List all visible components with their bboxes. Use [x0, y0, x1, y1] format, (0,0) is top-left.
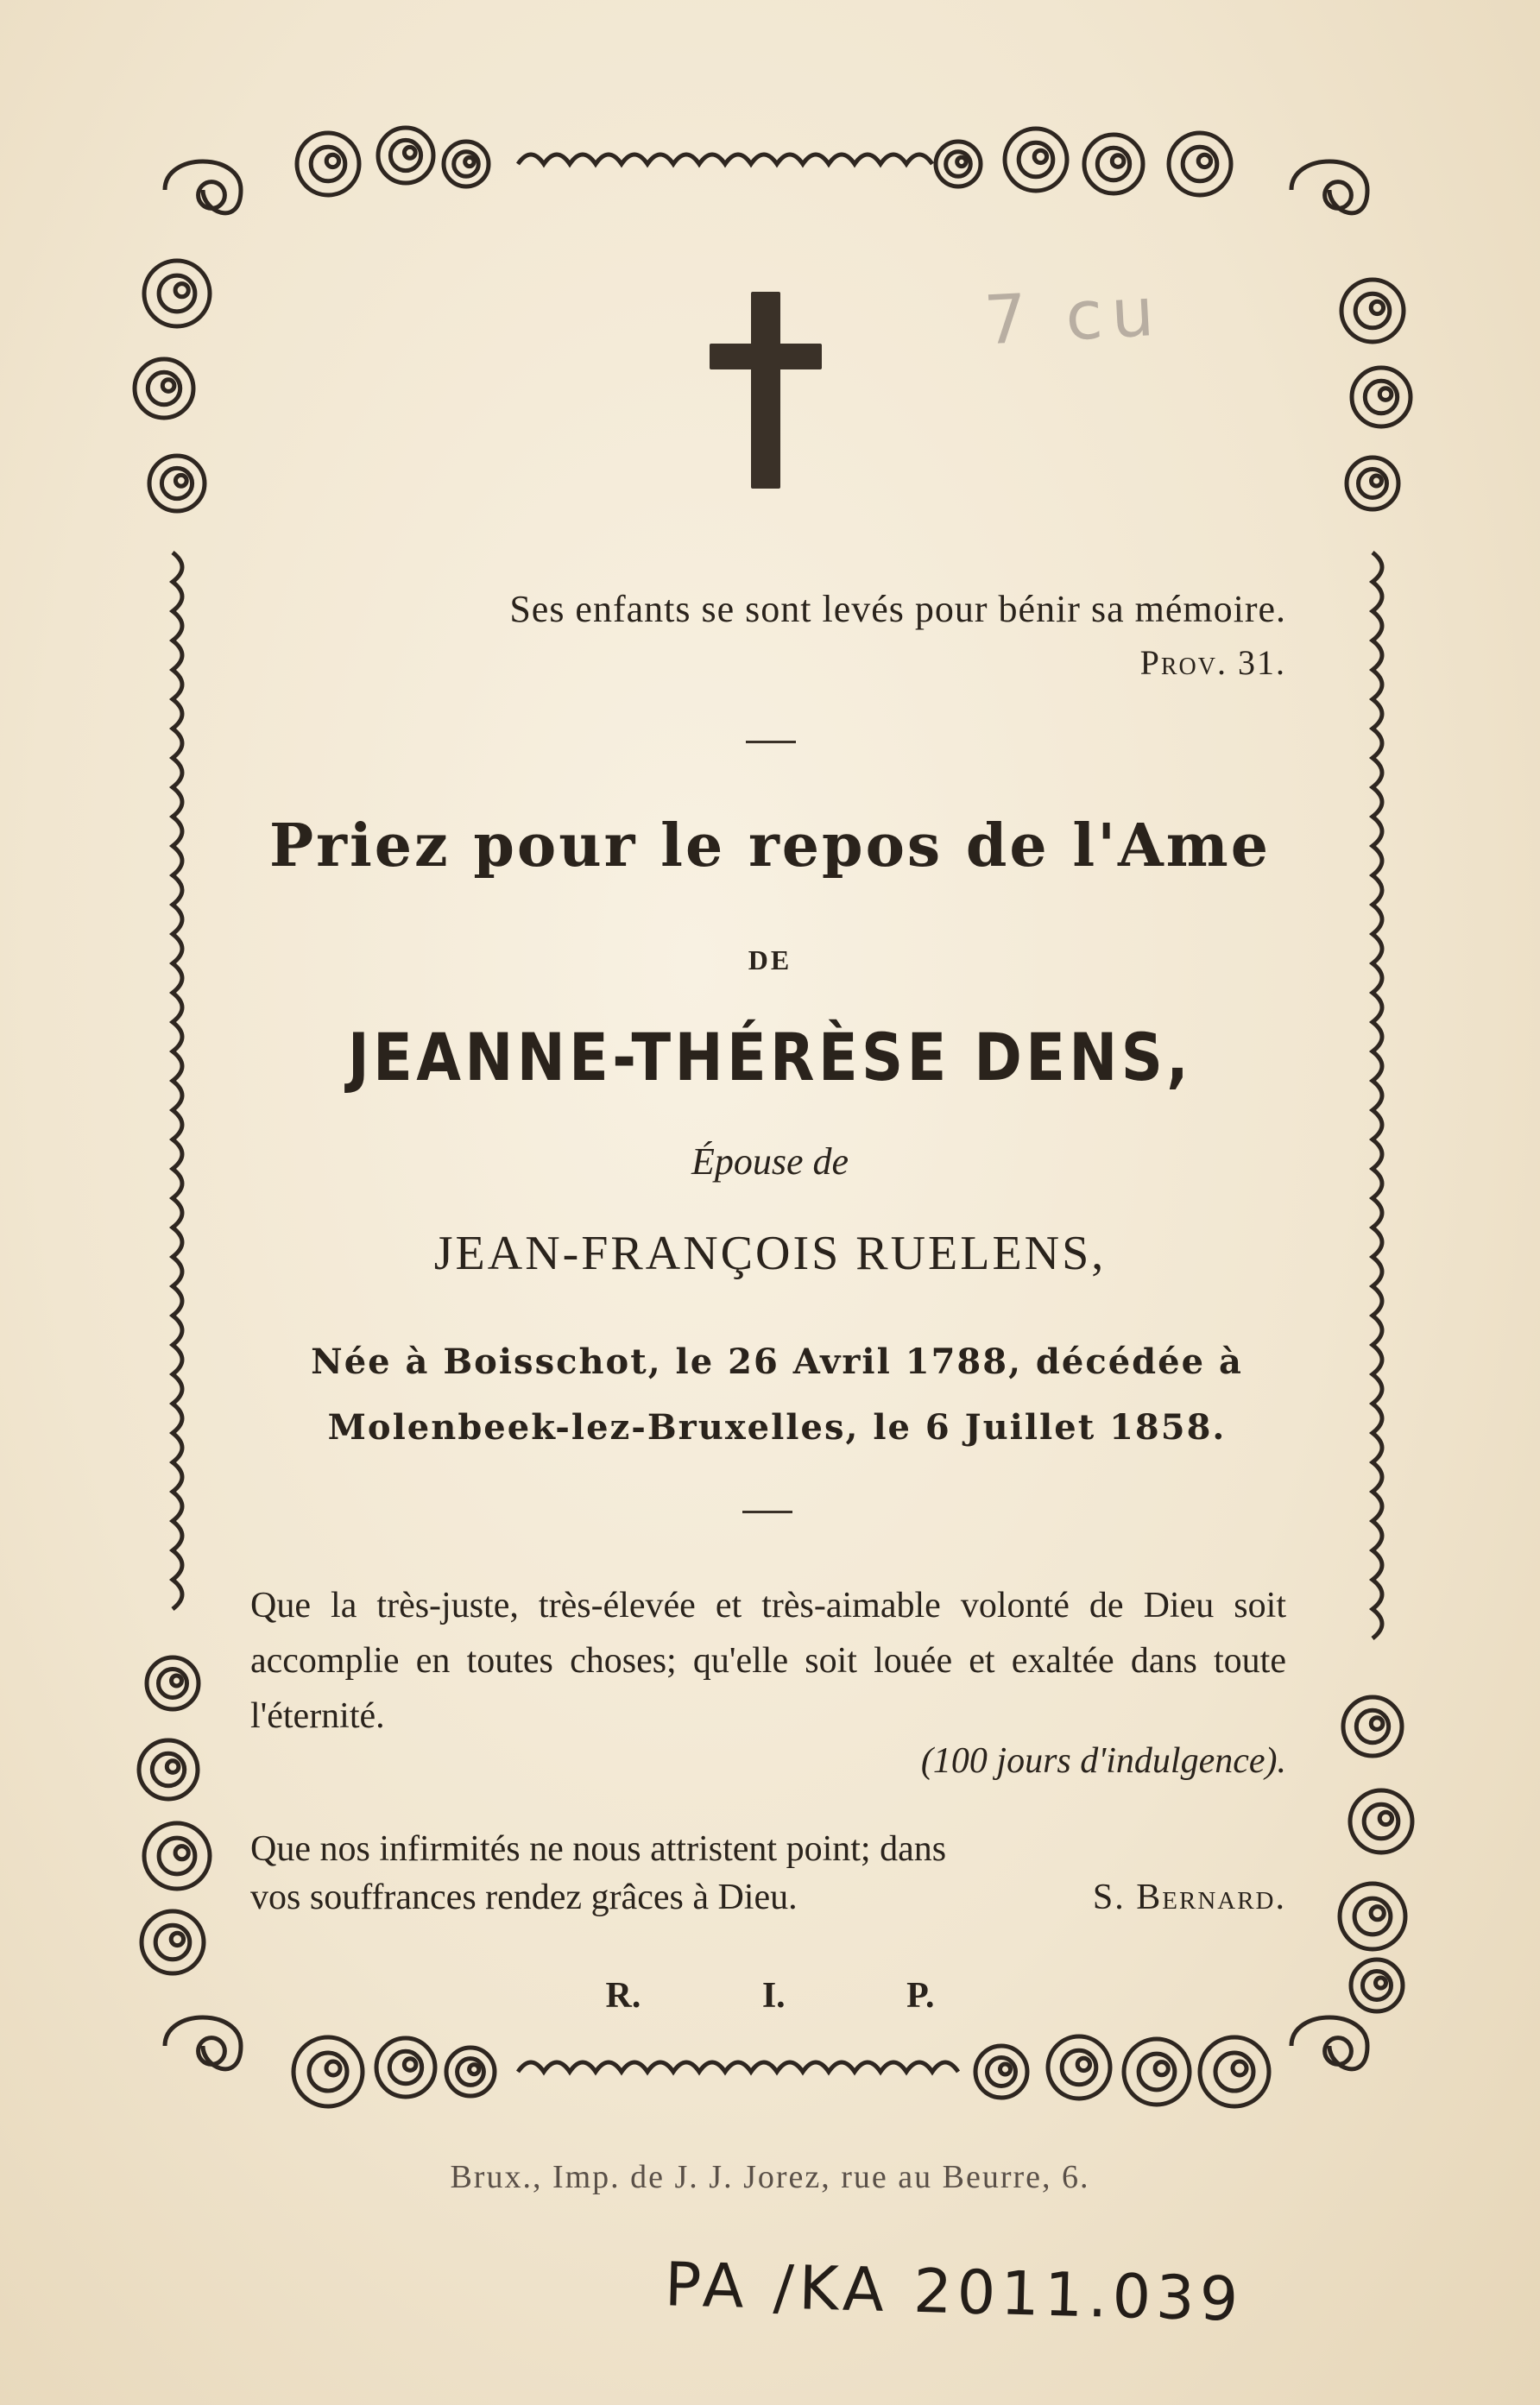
dates-line-1: Née à Boisschot, le 26 Avril 1788, décédée à [311, 1341, 1243, 1382]
deceased-name: JEANNE-THÉRÈSE DENS, [347, 1019, 1193, 1095]
epigraph-reference: Prov. 31. [1139, 643, 1286, 682]
dates-line-2: Molenbeek-lez-Bruxelles, le 6 Juillet 1858. [327, 1407, 1227, 1448]
quote-author: S. Bernard. [1092, 1878, 1286, 1917]
bernard-quote-line-2 [250, 1877, 1286, 1918]
rip-text: R. I. P. [605, 1976, 935, 2016]
cross-icon [710, 292, 822, 489]
spouse-label: Épouse de [691, 1140, 849, 1183]
prayer-text: Que la très-juste, très-élevée et très-aimable volonté de Dieu soit accomplie en toutes choses; qu'elle soit louée et exaltée dans toute l'éternité. [250, 1586, 1286, 1736]
bernard-quote-text: vos souffrances rendez grâces à Dieu. [250, 1878, 798, 1917]
spouse-name: JEAN-FRANÇOIS RUELENS, [433, 1227, 1107, 1280]
archive-number: PA /KA 2011.039 [664, 2249, 1245, 2335]
indulgence-note: (100 jours d'indulgence). [920, 1741, 1286, 1781]
printer-imprint: Brux., Imp. de J. J. Jorez, rue au Beurre, 6. [450, 2159, 1090, 2195]
pencil-note: 7 cu [981, 273, 1164, 361]
prayer-heading: Priez pour le repos de l'Ame [268, 811, 1271, 881]
epigraph-text: Ses enfants se sont levés pour bénir sa mémoire. [509, 588, 1286, 630]
bernard-quote-line-1: Que nos infirmités ne nous attristent point; dans [250, 1829, 947, 1869]
birth-death-dates [250, 1329, 1303, 1461]
divider-middle [742, 1511, 792, 1513]
divider-top [746, 741, 796, 743]
de-label: DE [748, 944, 792, 975]
